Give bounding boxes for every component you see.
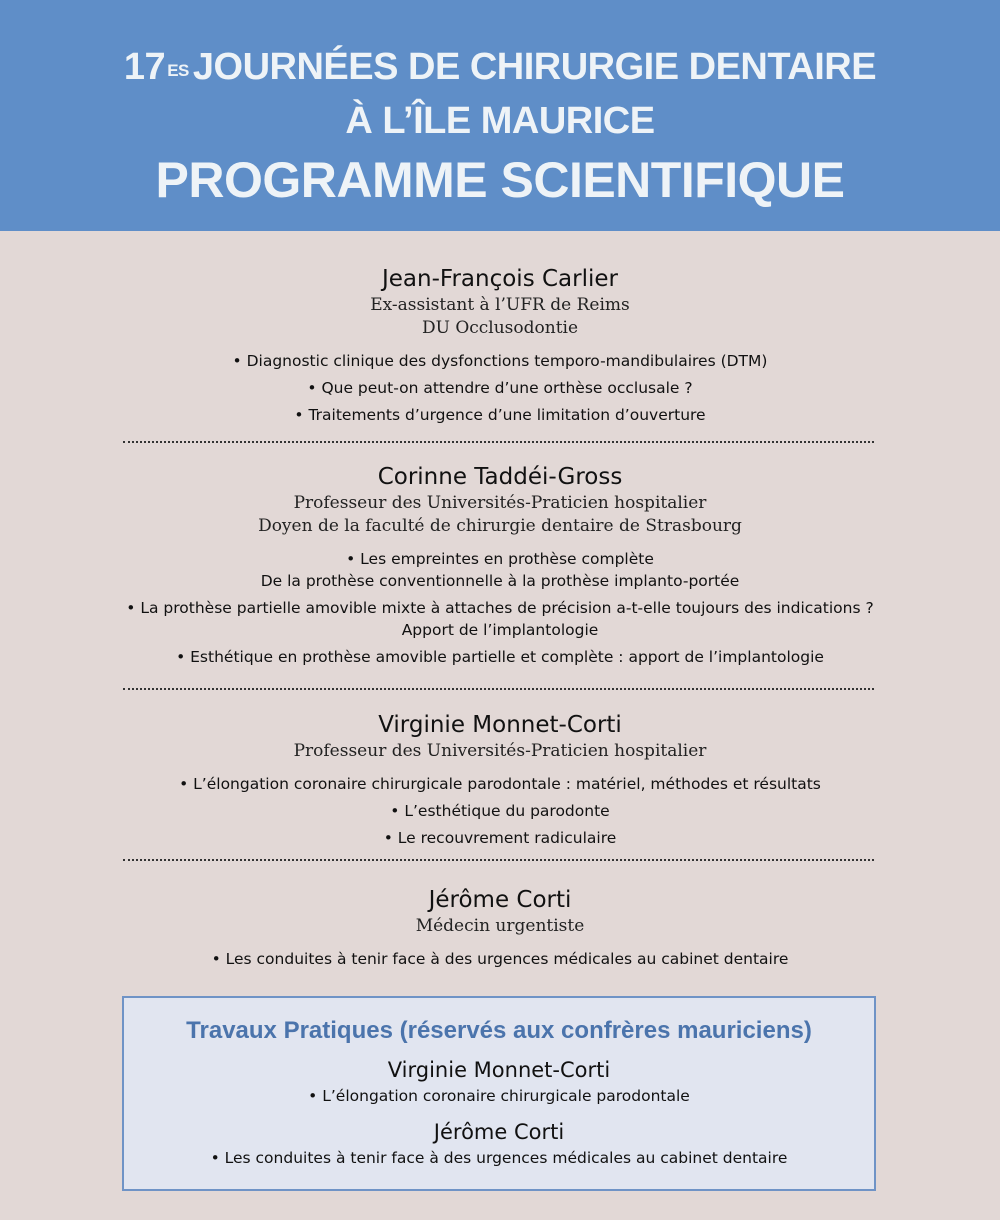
practical-work-box [122,996,876,1191]
topic-item-continued: Apport de l’implantologie [401,621,599,639]
speaker-role: Ex-assistant à l’UFR de Reims [370,295,630,315]
topic-item: • Les empreintes en prothèse complète [346,550,654,568]
edition-suffix: ES [167,61,189,80]
speaker-role: Professeur des Universités-Praticien hospitalier [293,741,707,761]
dotted-divider [123,688,874,690]
dotted-divider [123,859,874,861]
topic-item: • L’élongation coronaire chirurgicale parodontale : matériel, méthodes et résultats [179,775,821,793]
topic-item: • Traitements d’urgence d’une limitation d’ouverture [294,406,706,424]
practical-topic: • L’élongation coronaire chirurgicale parodontale [308,1087,690,1105]
topic-item: • Le recouvrement radiculaire [383,829,617,847]
topic-item: • La prothèse partielle amovible mixte à attaches de précision a-t-elle toujours des indications ? [126,599,874,617]
practical-work-title: Travaux Pratiques (réservés aux confrères mauriciens) [186,1017,812,1044]
header-program-title: PROGRAMME SCIENTIFIQUE [155,152,845,208]
speaker-name: Jérôme Corti [428,887,572,913]
speaker-name: Corinne Taddéi-Gross [377,464,623,490]
topic-item: • Diagnostic clinique des dysfonctions temporo-mandibulaires (DTM) [232,352,768,370]
speaker-name: Virginie Monnet-Corti [378,712,622,738]
speaker-section-taddei-gross [0,462,1000,668]
header-title-line1 [0,44,1000,90]
header-title-line2: À L’ÎLE MAURICE [345,100,655,142]
edition-number: 17 [123,46,166,88]
dotted-divider [123,441,874,443]
program-header [0,0,1000,231]
speaker-role: DU Occlusodontie [421,318,579,338]
speaker-name: Jean-François Carlier [382,266,618,292]
speaker-section-corti [0,885,1000,970]
topic-item: • Esthétique en prothèse amovible partielle et complète : apport de l’implantologie [176,648,824,666]
practical-topic: • Les conduites à tenir face à des urgences médicales au cabinet dentaire [210,1149,788,1167]
speaker-section-carlier [0,264,1000,426]
speaker-role: Médecin urgentiste [415,916,585,936]
speaker-role: Professeur des Universités-Praticien hospitalier [293,493,707,513]
event-name: JOURNÉES DE CHIRURGIE DENTAIRE [192,46,877,88]
practical-speaker-name: Jérôme Corti [433,1120,565,1144]
topic-item-continued: De la prothèse conventionnelle à la prothèse implanto-portée [260,572,740,590]
speaker-role: Doyen de la faculté de chirurgie dentaire de Strasbourg [258,516,742,536]
speaker-section-monnet-corti [0,710,1000,849]
topic-item: • L’esthétique du parodonte [390,802,610,820]
topic-item: • Que peut-on attendre d’une orthèse occlusale ? [307,379,693,397]
topic-item: • Les conduites à tenir face à des urgences médicales au cabinet dentaire [211,950,789,968]
practical-speaker-name: Virginie Monnet-Corti [387,1058,611,1082]
